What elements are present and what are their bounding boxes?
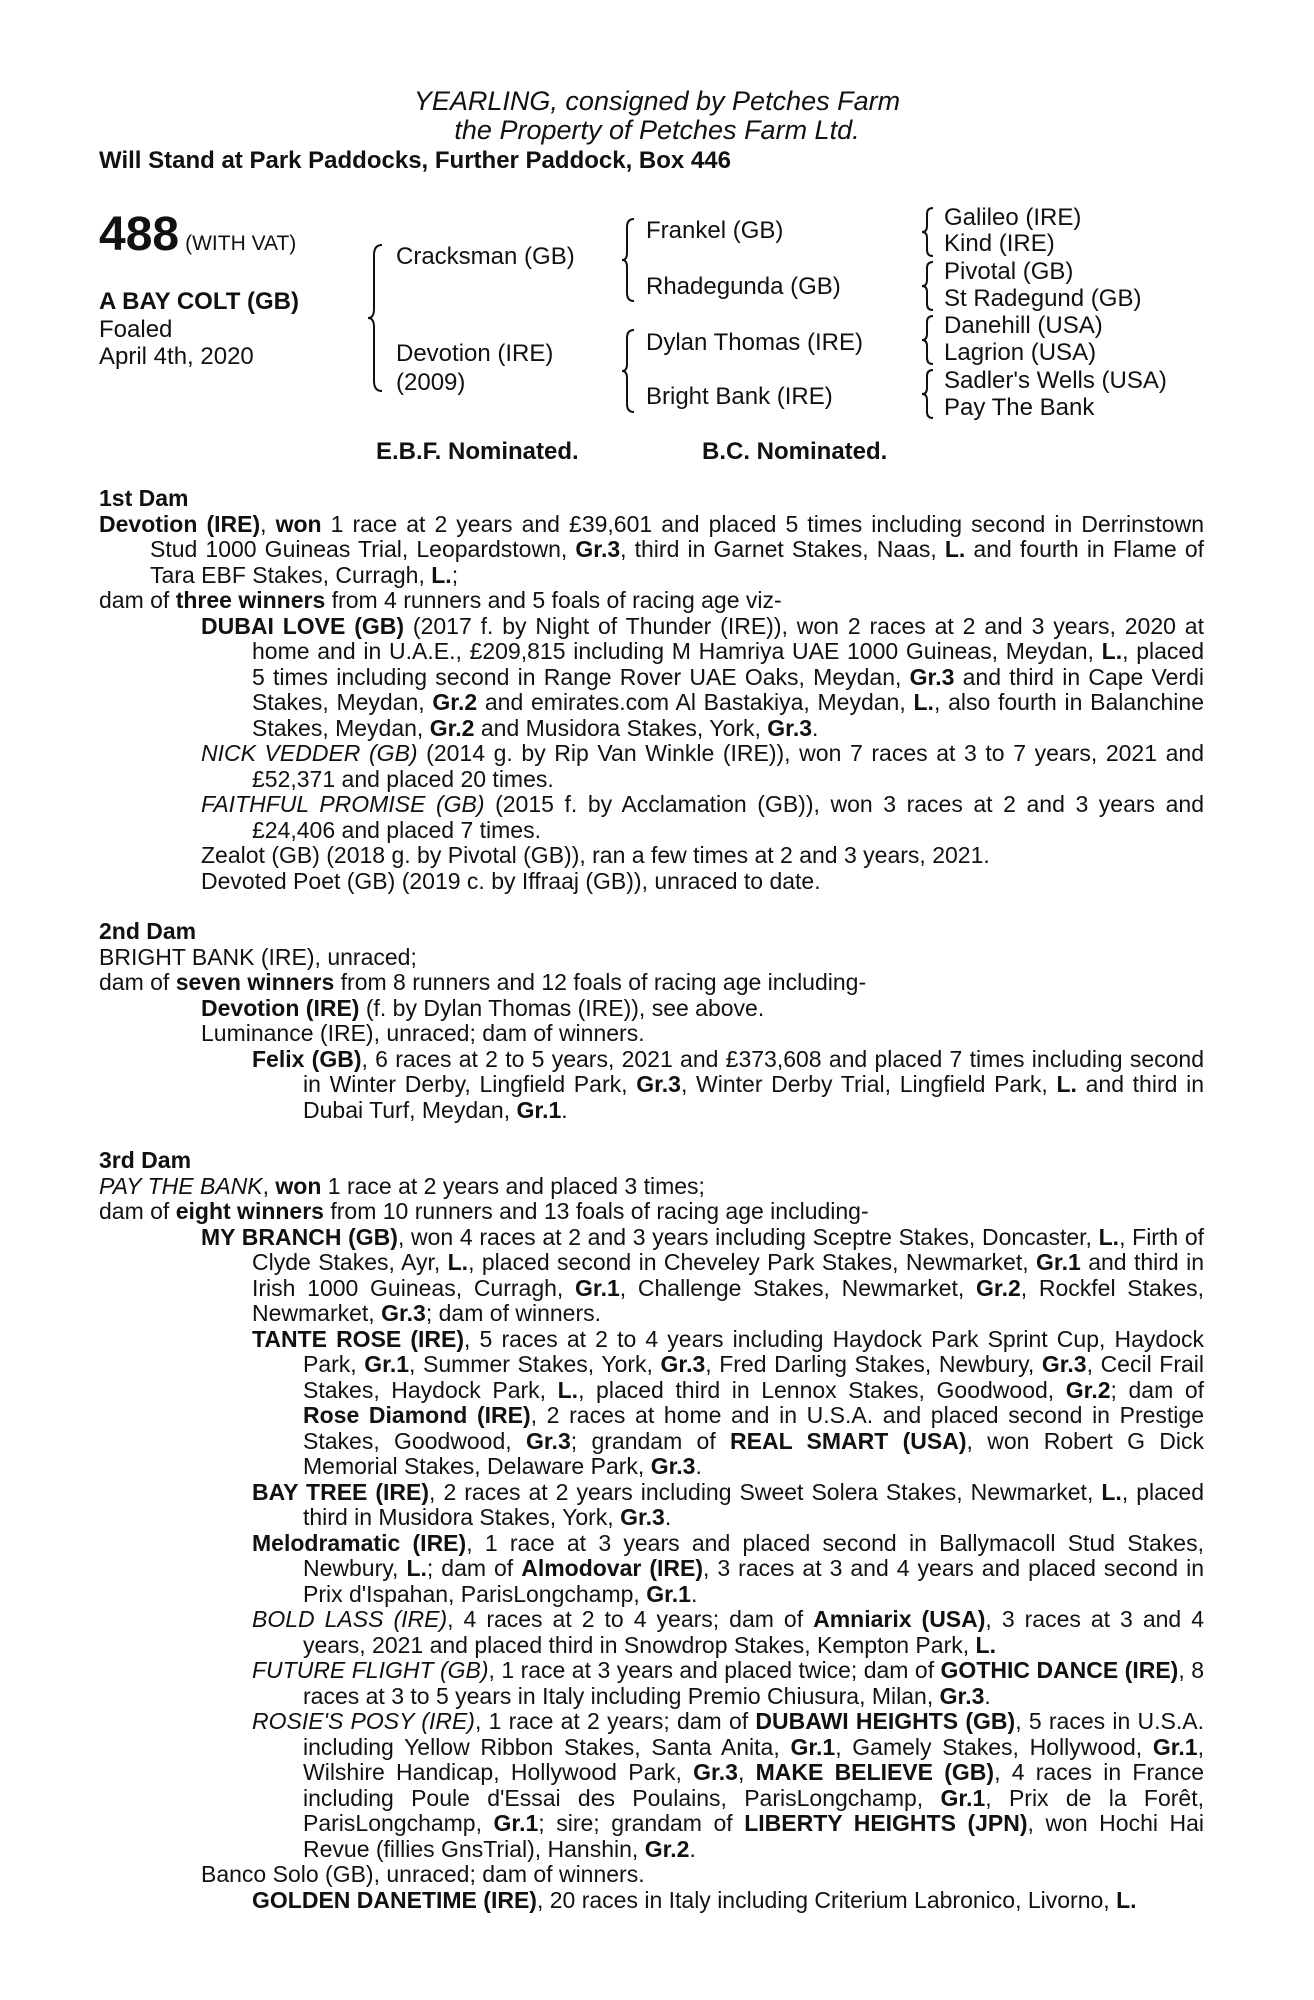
produce-record: [99, 486, 1204, 1913]
dam-dam: Bright Bank (IRE): [646, 383, 833, 410]
ggp-6: Lagrion (USA): [944, 339, 1097, 366]
produce-entry: TANTE ROSE (IRE), 5 races at 2 to 4 years including Haydock Park Sprint Cup, Haydock Park, Gr.1, Summer Stakes, York, Gr.3, Fred Darling Stakes, Newbury, Gr.3, Cecil Frail Stakes, Haydock Park, L., placed third in Lennox Stakes, Goodwood, Gr.2; dam of Rose Diamond (IRE), 2 races at home and in U.S.A. and placed second in Prestige Stakes, Goodwood, Gr.3; grandam of REAL SMART (USA), won Robert G Dick Memorial Stakes, Delaware Park, Gr.3.: [252, 1325, 1205, 1479]
consignor-line: YEARLING, consigned by Petches Farm: [413, 86, 901, 116]
third-dam-record: PAY THE BANK, won 1 race at 2 years and placed 3 times;: [99, 1172, 705, 1199]
second-dam-summary: dam of seven winners from 8 runners and 12 foals of racing age including-: [99, 969, 867, 995]
frankel-parents-brace: [920, 206, 936, 258]
produce-entry: MY BRANCH (GB), won 4 races at 2 and 3 years including Sceptre Stakes, Doncaster, L., Firth of Clyde Stakes, Ayr, L., placed second in Cheveley Park Stakes, Newmarket, Gr.1 and third in Irish 1000 Guineas, Curragh, Gr.1, Challenge Stakes, Newmarket, Gr.2, Rockfel Stakes, Newmarket, Gr.3; dam of winners.: [201, 1223, 1205, 1326]
sire-line-brace: [620, 217, 638, 303]
produce-entry: DUBAI LOVE (GB) (2017 f. by Night of Thunder (IRE)), won 2 races at 2 and 3 years, 2020 at home and in U.A.E., £209,815 including M Hamriya UAE 1000 Guineas, Meydan, L., placed 5 times including second in Range Rover UAE Oaks, Meydan, Gr.3 and third in Cape Verdi Stakes, Meydan, Gr.2 and emirates.com Al Bastakiya, Meydan, L., also fourth in Balanchine Stakes, Meydan, Gr.2 and Musidora Stakes, York, Gr.3.: [201, 612, 1204, 741]
produce-entry: FAITHFUL PROMISE (GB) (2015 f. by Acclamation (GB)), won 3 races at 2 and 3 years and £24,406 and placed 7 times.: [201, 791, 1204, 843]
dam: Devotion (IRE): [396, 340, 554, 367]
vat-note: (WITH VAT): [185, 232, 297, 255]
sire-sire: Frankel (GB): [646, 217, 784, 244]
ggp-8: Pay The Bank: [944, 394, 1095, 421]
produce-entry: GOLDEN DANETIME (IRE), 20 races in Italy including Criterium Labronico, Livorno, L.: [252, 1886, 1137, 1913]
produce-entry: BAY TREE (IRE), 2 races at 2 years including Sweet Solera Stakes, Newmarket, L., placed third in Musidora Stakes, York, Gr.3.: [252, 1478, 1204, 1530]
ggp-1: Galileo (IRE): [944, 204, 1082, 231]
dylan-thomas-parents-brace: [920, 314, 936, 366]
third-dam-heading: 3rd Dam: [99, 1147, 192, 1173]
sire-dam: Rhadegunda (GB): [646, 273, 841, 300]
foaled-info: [99, 316, 254, 370]
horse-description: A BAY COLT (GB): [99, 288, 300, 315]
first-dam-record: Devotion (IRE), won 1 race at 2 years and £39,601 and placed 5 times including second in Derrinstown Stud 1000 Guineas Trial, Leopardstown, Gr.3, third in Garnet Stakes, Naas, L. and fourth in Flame of Tara EBF Stakes, Curragh, L.;: [99, 510, 1204, 588]
second-dam-record: BRIGHT BANK (IRE), unraced;: [99, 943, 417, 970]
lot-number: 488: [99, 208, 180, 261]
produce-entry: Melodramatic (IRE), 1 race at 3 years and placed second in Ballymacoll Stud Stakes, Newbury, L.; dam of Almodovar (IRE), 3 races at 3 and 4 years and placed second in Prix d'Ispahan, ParisLongchamp, Gr.1.: [252, 1529, 1204, 1607]
ggp-3: Pivotal (GB): [944, 258, 1074, 285]
rhadegunda-parents-brace: [920, 260, 936, 312]
produce-entry: BOLD LASS (IRE), 4 races at 2 to 4 years; dam of Amniarix (USA), 3 races at 3 and 4 years, 2021 and placed third in Snowdrop Stakes, Kempton Park, L.: [252, 1606, 1205, 1658]
property-line: the Property of Petches Farm Ltd.: [454, 115, 860, 145]
sire-dam-brace: [366, 243, 386, 393]
dam-year: (2009): [396, 369, 466, 396]
sire: Cracksman (GB): [396, 243, 575, 270]
ebf-nomination: E.B.F. Nominated.: [376, 438, 579, 465]
ggp-5: Danehill (USA): [944, 312, 1103, 339]
first-dam-summary: dam of three winners from 4 runners and 5 foals of racing age viz-: [99, 587, 782, 613]
produce-entry: Zealot (GB) (2018 g. by Pivotal (GB)), ran a few times at 2 and 3 years, 2021.: [201, 842, 990, 868]
first-dam-heading: 1st Dam: [99, 485, 189, 511]
third-dam-summary: dam of eight winners from 10 runners and 13 foals of racing age including-: [99, 1198, 869, 1224]
produce-entry: Luminance (IRE), unraced; dam of winners.: [201, 1020, 645, 1046]
produce-entry: Banco Solo (GB), unraced; dam of winners.: [201, 1861, 645, 1887]
produce-entry: Felix (GB), 6 races at 2 to 5 years, 2021 and £373,608 and placed 7 times including second in Winter Derby, Lingfield Park, Gr.3, Winter Derby Trial, Lingfield Park, L. and third in Dubai Turf, Meydan, Gr.1.: [252, 1045, 1205, 1123]
ggp-2: Kind (IRE): [944, 230, 1055, 257]
bright-bank-parents-brace: [920, 368, 936, 420]
produce-entry: ROSIE'S POSY (IRE), 1 race at 2 years; dam of DUBAWI HEIGHTS (GB), 5 races in U.S.A. including Yellow Ribbon Stakes, Santa Anita, Gr.1, Gamely Stakes, Hollywood, Gr.1, Wilshire Handicap, Hollywood Park, Gr.3, MAKE BELIEVE (GB), 4 races in France including Poule d'Essai des Poulains, ParisLongchamp, Gr.1, Prix de la Forêt, ParisLongchamp, Gr.1; sire; grandam of LIBERTY HEIGHTS (JPN), won Hochi Hai Revue (fillies GnsTrial), Hanshin, Gr.2.: [252, 1708, 1205, 1862]
second-dam-heading: 2nd Dam: [99, 918, 197, 944]
dam-sire: Dylan Thomas (IRE): [646, 329, 863, 356]
foaled-date: April 4th, 2020: [99, 343, 254, 370]
lot-number-block: [99, 207, 296, 262]
produce-entry: Devotion (IRE) (f. by Dylan Thomas (IRE)), see above.: [201, 994, 765, 1021]
bc-nomination: B.C. Nominated.: [702, 438, 888, 465]
ggp-7: Sadler's Wells (USA): [944, 367, 1167, 394]
foaled-label: Foaled: [99, 316, 173, 343]
dam-line-brace: [620, 328, 638, 414]
produce-entry: FUTURE FLIGHT (GB), 1 race at 3 years and placed twice; dam of GOTHIC DANCE (IRE), 8 races at 3 to 5 years in Italy including Premio Chiusura, Milan, Gr.3.: [252, 1657, 1204, 1709]
produce-entry: Devoted Poet (GB) (2019 c. by Iffraaj (GB)), unraced to date.: [201, 867, 821, 894]
produce-entry: NICK VEDDER (GB) (2014 g. by Rip Van Winkle (IRE)), won 7 races at 3 to 7 years, 2021 and £52,371 and placed 20 times.: [201, 740, 1204, 792]
ggp-4: St Radegund (GB): [944, 285, 1142, 312]
stabling-line: Will Stand at Park Paddocks, Further Paddock, Box 446: [99, 147, 731, 174]
